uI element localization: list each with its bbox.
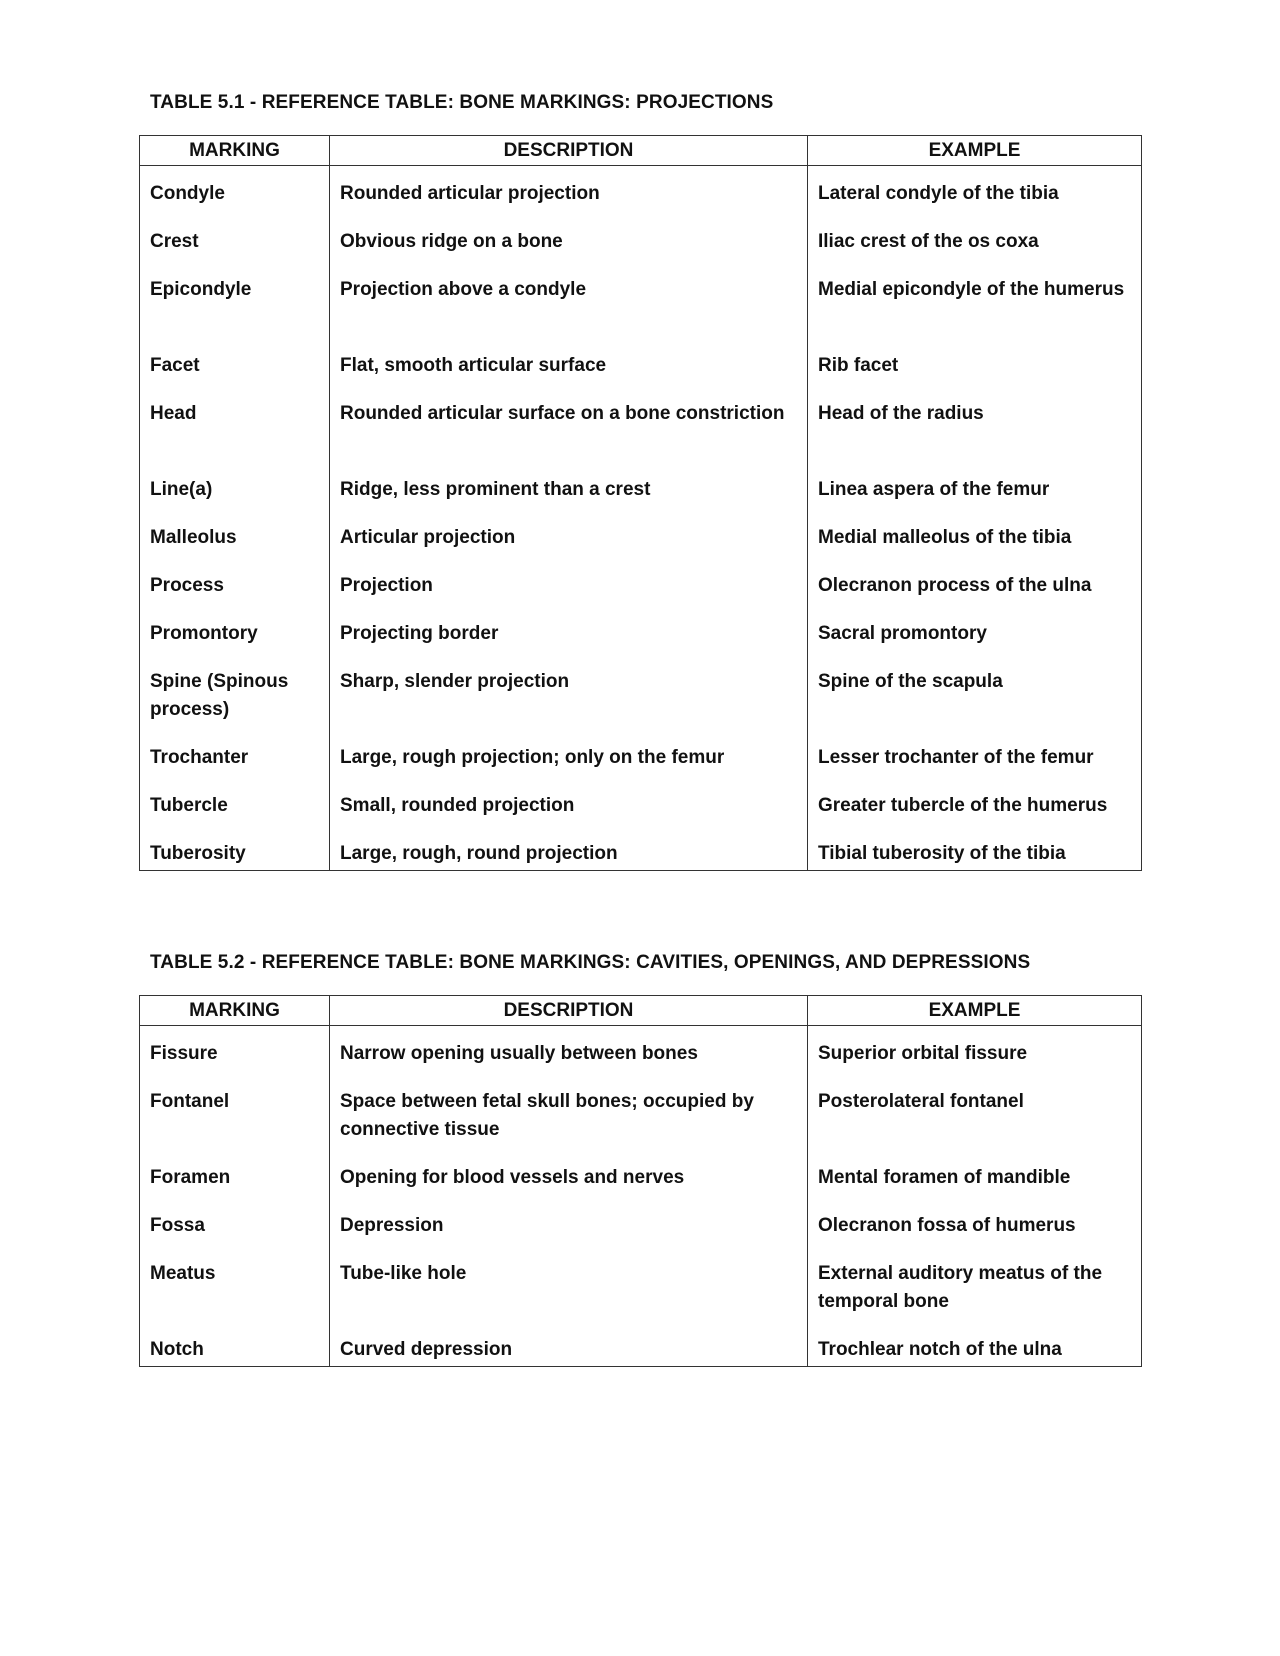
table-row (140, 180, 1142, 228)
example-cell: Lateral condyle of the tibia (808, 180, 1142, 228)
column-header-description: DESCRIPTION (330, 136, 808, 166)
table-title: TABLE 5.2 - REFERENCE TABLE: BONE MARKINGS: CAVITIES, OPENINGS, AND DEPRESSIONS (150, 952, 1031, 973)
table-row (140, 1212, 1142, 1260)
example-cell: Mental foramen of mandible (808, 1164, 1142, 1212)
description-cell: Ridge, less prominent than a crest (330, 476, 808, 524)
spacer-row (140, 166, 1142, 181)
spacer-row (140, 1026, 1142, 1041)
example-cell: Iliac crest of the os coxa (808, 228, 1142, 276)
example-cell: Tibial tuberosity of the tibia (808, 840, 1142, 871)
example-cell: Medial epicondyle of the humerus (808, 276, 1142, 352)
marking-cell: Tuberosity (150, 843, 246, 864)
marking-cell: Meatus (150, 1263, 216, 1284)
description-cell: Depression (330, 1212, 808, 1260)
example-cell: Rib facet (808, 352, 1142, 400)
table-row (140, 352, 1142, 400)
marking-cell: Facet (150, 355, 200, 376)
column-header-example: EXAMPLE (808, 996, 1142, 1026)
marking-cell: Epicondyle (150, 279, 252, 300)
description-cell: Large, rough projection; only on the femur (330, 744, 808, 792)
example-cell: Trochlear notch of the ulna (808, 1336, 1142, 1367)
description-cell: Articular projection (330, 524, 808, 572)
table-row (140, 1336, 1142, 1367)
marking-cell: Fontanel (150, 1091, 230, 1112)
marking-cell: Process (150, 575, 224, 596)
example-cell: Sacral promontory (808, 620, 1142, 668)
description-cell: Projection above a condyle (330, 276, 808, 352)
table-row (140, 668, 1142, 744)
table-title: TABLE 5.1 - REFERENCE TABLE: BONE MARKINGS: PROJECTIONS (150, 92, 774, 113)
header-row (140, 136, 1142, 166)
table-row (140, 1088, 1142, 1164)
column-header-marking: MARKING (140, 136, 330, 166)
description-cell: Space between fetal skull bones; occupied by connective tissue (330, 1088, 808, 1164)
description-cell: Narrow opening usually between bones (330, 1040, 808, 1088)
marking-cell: Tubercle (150, 795, 228, 816)
table-row (140, 1164, 1142, 1212)
example-cell: Head of the radius (808, 400, 1142, 476)
marking-cell: Spine (Spinous process) (150, 671, 289, 720)
column-header-example: EXAMPLE (808, 136, 1142, 166)
example-cell: Olecranon fossa of humerus (808, 1212, 1142, 1260)
table-row (140, 744, 1142, 792)
description-cell: Rounded articular surface on a bone constriction (330, 400, 808, 476)
column-header-marking: MARKING (140, 996, 330, 1026)
example-cell: Spine of the scapula (808, 668, 1142, 744)
description-cell: Opening for blood vessels and nerves (330, 1164, 808, 1212)
table-5-2-block (139, 948, 1141, 1367)
marking-cell: Foramen (150, 1167, 231, 1188)
table-row (140, 840, 1142, 871)
table-row (140, 524, 1142, 572)
marking-cell: Trochanter (150, 747, 249, 768)
description-cell: Flat, smooth articular surface (330, 352, 808, 400)
example-cell: Superior orbital fissure (808, 1040, 1142, 1088)
marking-cell: Head (150, 403, 197, 424)
example-cell: External auditory meatus of the temporal bone (808, 1260, 1142, 1336)
example-cell: Lesser trochanter of the femur (808, 744, 1142, 792)
example-cell: Greater tubercle of the humerus (808, 792, 1142, 840)
description-cell: Projection (330, 572, 808, 620)
description-cell: Small, rounded projection (330, 792, 808, 840)
table-row (140, 400, 1142, 476)
table-row (140, 1040, 1142, 1088)
description-cell: Tube-like hole (330, 1260, 808, 1336)
example-cell: Olecranon process of the ulna (808, 572, 1142, 620)
description-cell: Large, rough, round projection (330, 840, 808, 871)
marking-cell: Malleolus (150, 527, 237, 548)
example-cell: Linea aspera of the femur (808, 476, 1142, 524)
header-row (140, 996, 1142, 1026)
column-header-description: DESCRIPTION (330, 996, 808, 1026)
description-cell: Projecting border (330, 620, 808, 668)
marking-cell: Fissure (150, 1043, 218, 1064)
description-cell: Sharp, slender projection (330, 668, 808, 744)
table-row (140, 228, 1142, 276)
marking-cell: Crest (150, 231, 199, 252)
table-row (140, 792, 1142, 840)
description-cell: Curved depression (330, 1336, 808, 1367)
table-row (140, 572, 1142, 620)
marking-cell: Condyle (150, 183, 225, 204)
table-5-1-block (139, 88, 1141, 871)
description-cell: Rounded articular projection (330, 180, 808, 228)
projections-table (139, 135, 1142, 871)
table-row (140, 1260, 1142, 1336)
example-cell: Posterolateral fontanel (808, 1088, 1142, 1164)
marking-cell: Promontory (150, 623, 258, 644)
table-row (140, 476, 1142, 524)
cavities-table (139, 995, 1142, 1367)
marking-cell: Fossa (150, 1215, 205, 1236)
example-cell: Medial malleolus of the tibia (808, 524, 1142, 572)
table-row (140, 620, 1142, 668)
marking-cell: Notch (150, 1339, 204, 1360)
description-cell: Obvious ridge on a bone (330, 228, 808, 276)
table-row (140, 276, 1142, 352)
marking-cell: Line(a) (150, 479, 213, 500)
